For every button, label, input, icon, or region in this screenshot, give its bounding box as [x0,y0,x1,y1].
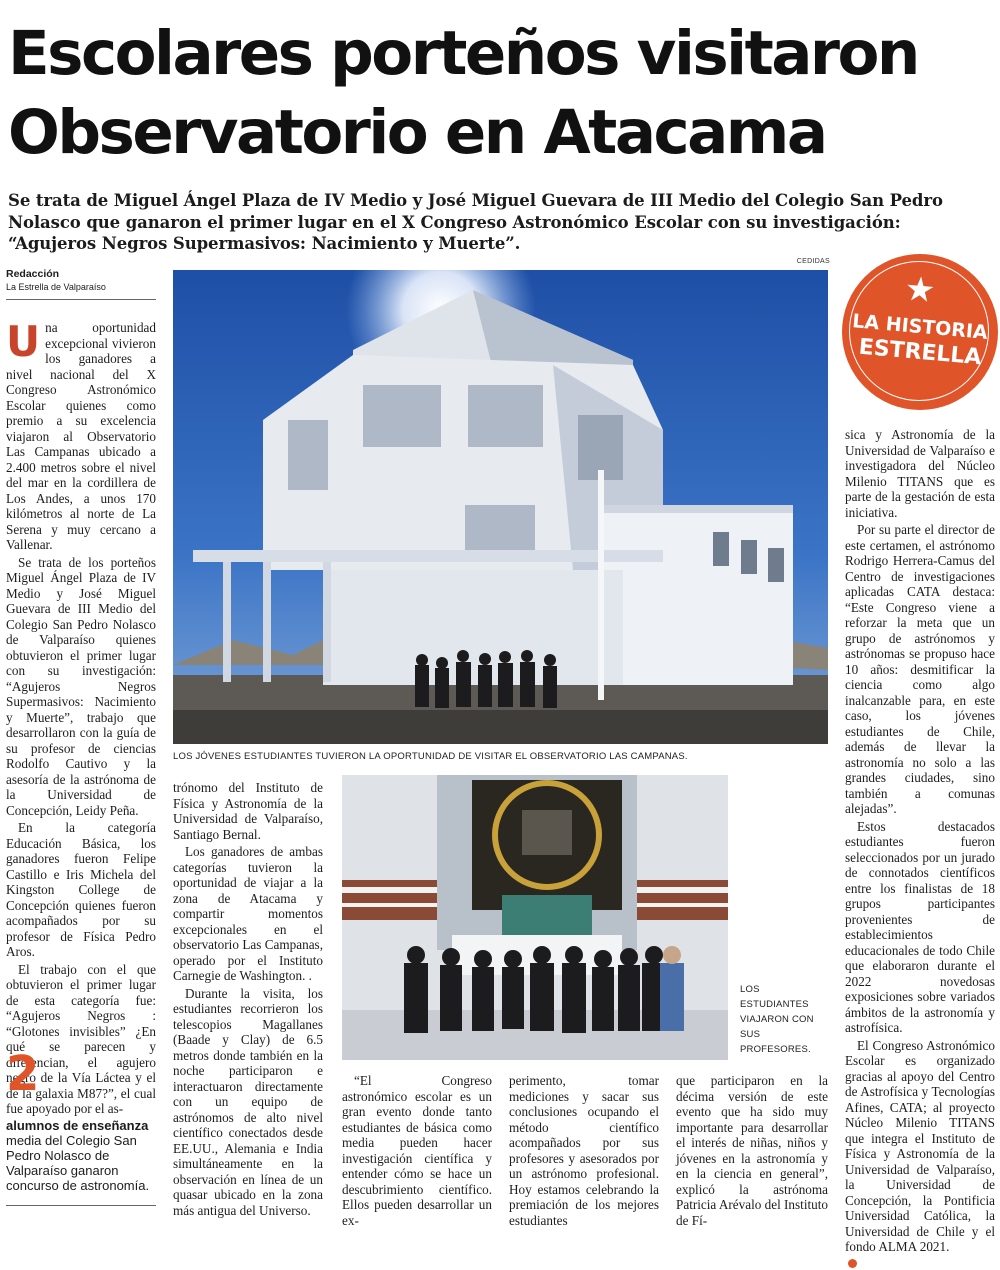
badge-line2: ESTRELLA [857,334,983,371]
observatory-illustration [173,270,828,744]
main-photo [173,270,828,744]
students-and-teachers-group [404,946,666,1033]
vent-panel [288,420,328,490]
paragraph: que participaron en la décima versión de este evento que ha sido muy importante para desarrollar el interés de niñas, niños y jóvenes en la astronomía y en la ciencia en general”, explicó la astrónoma Patricia Arévalo del Instituto de Fí- [676,1073,828,1228]
paragraph: El Congreso Astronómico Escolar es organizado gracias al apoyo del Centro de Astrofísica y Tecnologías Afines, CATA; al proyecto Núcleo Milenio TITANS que integra el Instituto de Física y Astronomía de la Universidad de Valparaíso, la Universidad de Concepción, la Pontificia Universidad Católica, la Universidad de Chile y el fondo ALMA 2021. [845,1037,995,1254]
paragraph: Estos destacados estudiantes fueron seleccionados por un jurado de connotados científicos entre los finalistas de 18 grupos participantes provenientes de establecimientos educacionales de todo Chile que elaboraron durante el 2022 novedosas exposiciones sobre variados ámbitos de la astronomía y astrofísica. [845,818,995,1035]
paragraph: El trabajo con el que obtuvieron el primer lugar de esta categoría fue: “Agujeros Negros : “Glotones invisibles” ¿En qué se parecen y diferencian, el agujero negro de la Vía Láctea y el de la galaxia M87?”, el cual fue apoyado por el as- [6,961,156,1116]
badge-line1: LA HISTORIA [851,310,989,344]
photo-credit: CEDIDAS [796,258,830,265]
paragraph: na oportunidad excepcional vivieron los ganadores a nivel nacional del X Congreso Astronómico Escolar quienes como premio a su excelencia viajaron al Observatorio Las Campanas ubicado a 2.400 metros sobre el nivel del mar en la cordillera de Los Andes, a unos 170 kilómetros al norte de La Serena y muy cercano a Vallenar. [6,320,156,552]
article-column-2 [173,780,323,1220]
paragraph: Se trata de los porteños Miguel Ángel Plaza de IV Medio y José Miguel Guevara de III Medio del Colegio San Pedro Nolasco de Valparaíso quienes obtuvieron el primer lugar con su investigación: “Agujeros Negros Supermasivos: Nacimiento y Muerte”, trabajo que desarrollaron con la guía de su profesor de ciencias Rodolfo Cautivo y la asesoría de la astrónoma de la Universidad de Concepción, Leidy Peña. [6,554,156,818]
headline: Escolares porteños visitaron Observatorio en Atacama [8,18,918,168]
article-column-4 [509,1073,659,1230]
second-photo-caption: LOS ESTUDIANTES VIAJARON CON SUS PROFESORES. [740,984,814,1055]
paragraph: En la categoría Educación Básica, los ganadores fueron Felipe Castillo e Iris Michela del Kingston College de Concepción quienes fueron acompañados por su profesor de Física Pedro Aros. [6,820,156,959]
dropcap: U [6,317,41,366]
paragraph: Durante la visita, los estudiantes recorrieron los telescopios Magallanes (Baade y Clay) de 6.5 metros donde también en la noche participaron e interactuaron directamente con un equipo de astrónomos de alto nivel científico conectados desde EE.UU., Alemania e India simultáneamente en la observación en línea de un quasar ubicado en la zona más antigua del Universo. [173,985,323,1218]
second-photo [342,775,728,1060]
highlight-bold: alumnos de enseñanza [6,1118,149,1133]
highlight-rest: media del Colegio San Pedro Nolasco de Valparaíso ganaron concurso de astronomía. [6,1133,150,1193]
end-mark-icon [848,1259,857,1268]
deck: Se trata de Miguel Ángel Plaza de IV Medio y José Miguel Guevara de III Medio del Colegio San Pedro Nolasco que ganaron el primer lugar en el X Congreso Astronómico Escolar con su investigación: “Agujeros Negros Supermasivos: Nacimiento y Muerte”. [8,191,943,253]
highlight-number: 2 [6,1046,40,1102]
article-column-1 [6,317,156,1119]
paragraph: Por su parte el director de este certamen, el astrónomo Rodrigo Herrera-Camus del Centro de investigaciones aplicadas CATA destaca: “Este Congreso viene a reforzar la meta que un grupo de astrónomos y astrónomas se propuso hace 10 años: desmitificar la ciencia como algo inalcanzable para, en este caso, los jóvenes estudiantes de Chile, además de llevar la astronomía no solo a las grandes ciudades, sino también a comunas alejadas”. [845,522,995,816]
article-column-6 [845,427,995,1270]
bottom-rule [6,1205,156,1206]
main-photo-caption: LOS JÓVENES ESTUDIANTES TUVIERON LA OPORTUNIDAD DE VISITAR EL OBSERVATORIO LAS CAMPANAS. [173,751,688,762]
paragraph: trónomo del Instituto de Física y Astronomía de la Universidad de Valparaíso, Santiago Bernal. [173,780,323,842]
article-column-5 [676,1073,828,1230]
vent-panel [363,385,441,447]
telescope-illustration [342,775,728,1060]
badge-star-icon: ★ [903,268,937,312]
historia-estrella-badge [842,254,998,410]
paragraph: “El Congreso astronómico escolar es un gran evento donde tanto estudiantes de básica como media pueden hacer investigación científica y entender cómo se hace un descubrimiento científico. Ellos pueden desarrollar un ex- [342,1073,492,1228]
paragraph: perimento, tomar mediciones y sacar sus conclusiones ocupando el método científico acompañados por sus profesores y asesorados por un astrónomo profesional. Hoy estamos celebrando la premiación de los mejores estudiantes [509,1073,659,1228]
byline-author: Redacción [6,268,60,280]
vent-panel [468,385,543,447]
article-column-3 [342,1073,492,1230]
paragraph: sica y Astronomía de la Universidad de Valparaíso e investigadora del Núcleo Milenio TITANS que es parte de la gestación de esta iniciativa. [845,427,995,520]
byline-publication: La Estrella de Valparaíso [6,282,106,292]
highlight-text [6,1118,158,1193]
paragraph: Los ganadores de ambas categorías tuvieron la oportunidad de viajar a la zona de Atacama y compartir momentos excepcionales en el observatorio Las Campanas, operado por el Instituto Carnegie de Washington. . [173,844,323,983]
byline [6,268,156,300]
